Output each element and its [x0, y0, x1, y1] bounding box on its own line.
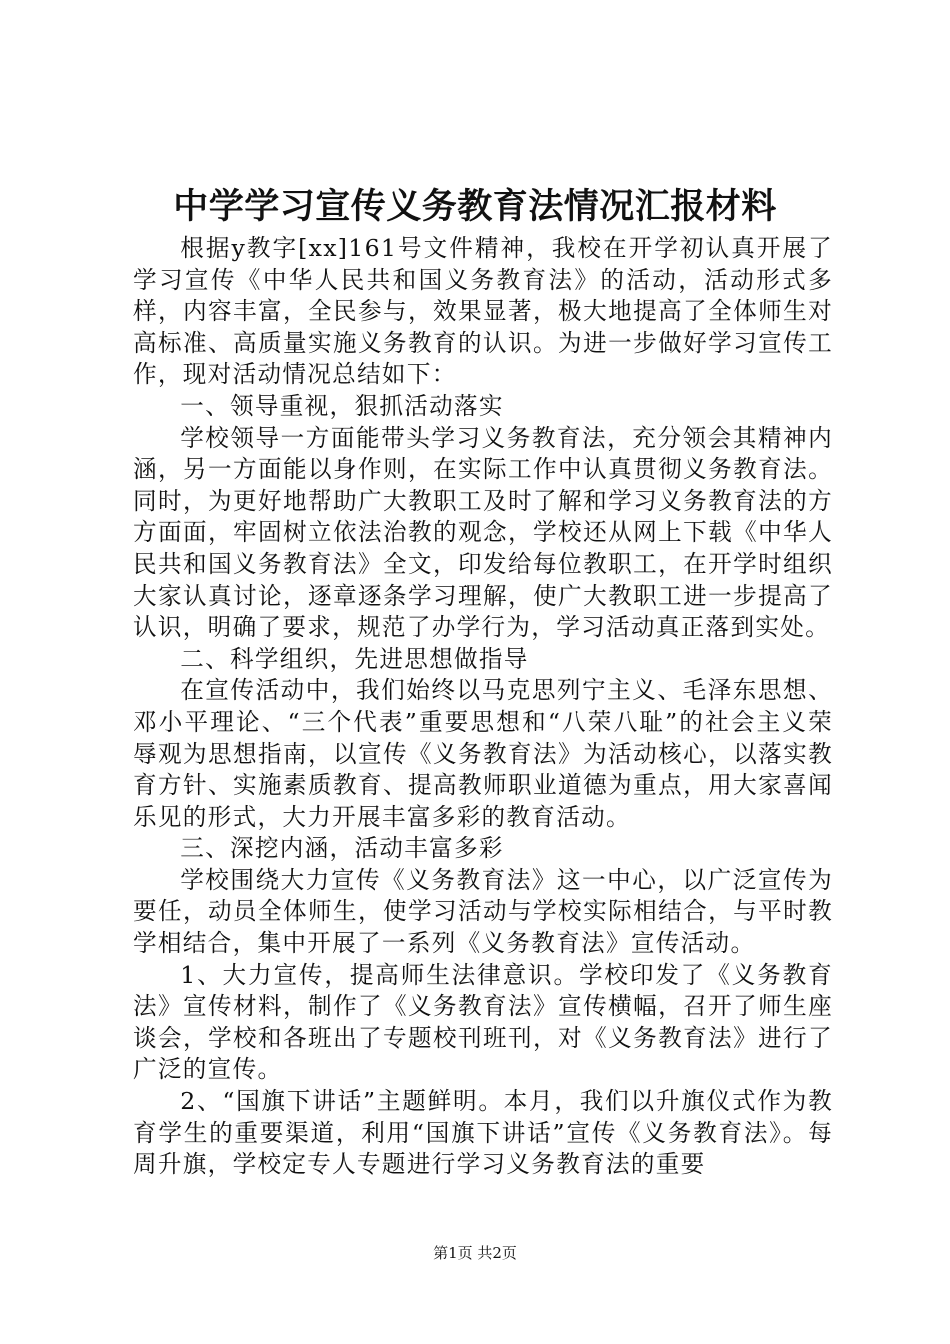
section-3-paragraph: 学校围绕大力宣传《义务教育法》这一中心，以广泛宣传为要任，动员全体师生，使学习活动与学校实际相结合，与平时教学相结合，集中开展了一系列《义务教育法》宣传活动。 — [133, 865, 833, 958]
section-heading-2: 二、科学组织，先进思想做指导 — [180, 644, 529, 673]
section-1-paragraph: 学校领导一方面能带头学习义务教育法，充分领会其精神内涵，另一方面能以身作则，在实际工作中认真贯彻义务教育法。同时，为更好地帮助广大教职工及时了解和学习义务教育法的方方面面，牢固树立依法治教的观念，学校还从网上下载《中华人民共和国义务教育法》全文，印发给每位教职工，在开学时组织大家认真讨论，逐章逐条学习理解，使广大教职工进一步提高了认识，明确了要求，规范了办学行为，学习活动真正落到实处。 — [133, 423, 833, 642]
item-2-paragraph: 2、“国旗下讲话”主题鲜明。本月，我们以升旗仪式作为教育学生的重要渠道，利用“国旗下讲话”宣传《义务教育法》。每周升旗，学校定专人专题进行学习义务教育法的重要 — [133, 1087, 833, 1179]
intro-paragraph: 根据y教字[xx]161号文件精神，我校在开学初认真开展了学习宣传《中华人民共和国义务教育法》的活动，活动形式多样，内容丰富，全民参与，效果显著，极大地提高了全体师生对高标准、高质量实施义务教育的认识。为进一步做好学习宣传工作，现对活动情况总结如下： — [133, 234, 833, 389]
section-heading-1: 一、领导重视，狠抓活动落实 — [180, 391, 504, 420]
document-title: 中学学习宣传义务教育法情况汇报材料 — [173, 187, 777, 227]
section-heading-3: 三、深挖内涵，活动丰富多彩 — [180, 834, 504, 863]
document-body — [133, 233, 833, 1181]
section-2-paragraph: 在宣传活动中，我们始终以马克思列宁主义、毛泽东思想、邓小平理论、“三个代表”重要思想和“八荣八耻”的社会主义荣辱观为思想指南，以宣传《义务教育法》为活动核心，以落实教育方针、实施素质教育、提高教师职业道德为重点，用大家喜闻乐见的形式，大力开展丰富多彩的教育活动。 — [133, 676, 833, 831]
item-1-paragraph: 1、大力宣传，提高师生法律意识。学校印发了《义务教育法》宣传材料，制作了《义务教育法》宣传横幅，召开了师生座谈会，学校和各班出了专题校刊班刊，对《义务教育法》进行了广泛的宣传。 — [133, 960, 833, 1084]
page-footer: 第1页 共2页 — [433, 1244, 517, 1262]
